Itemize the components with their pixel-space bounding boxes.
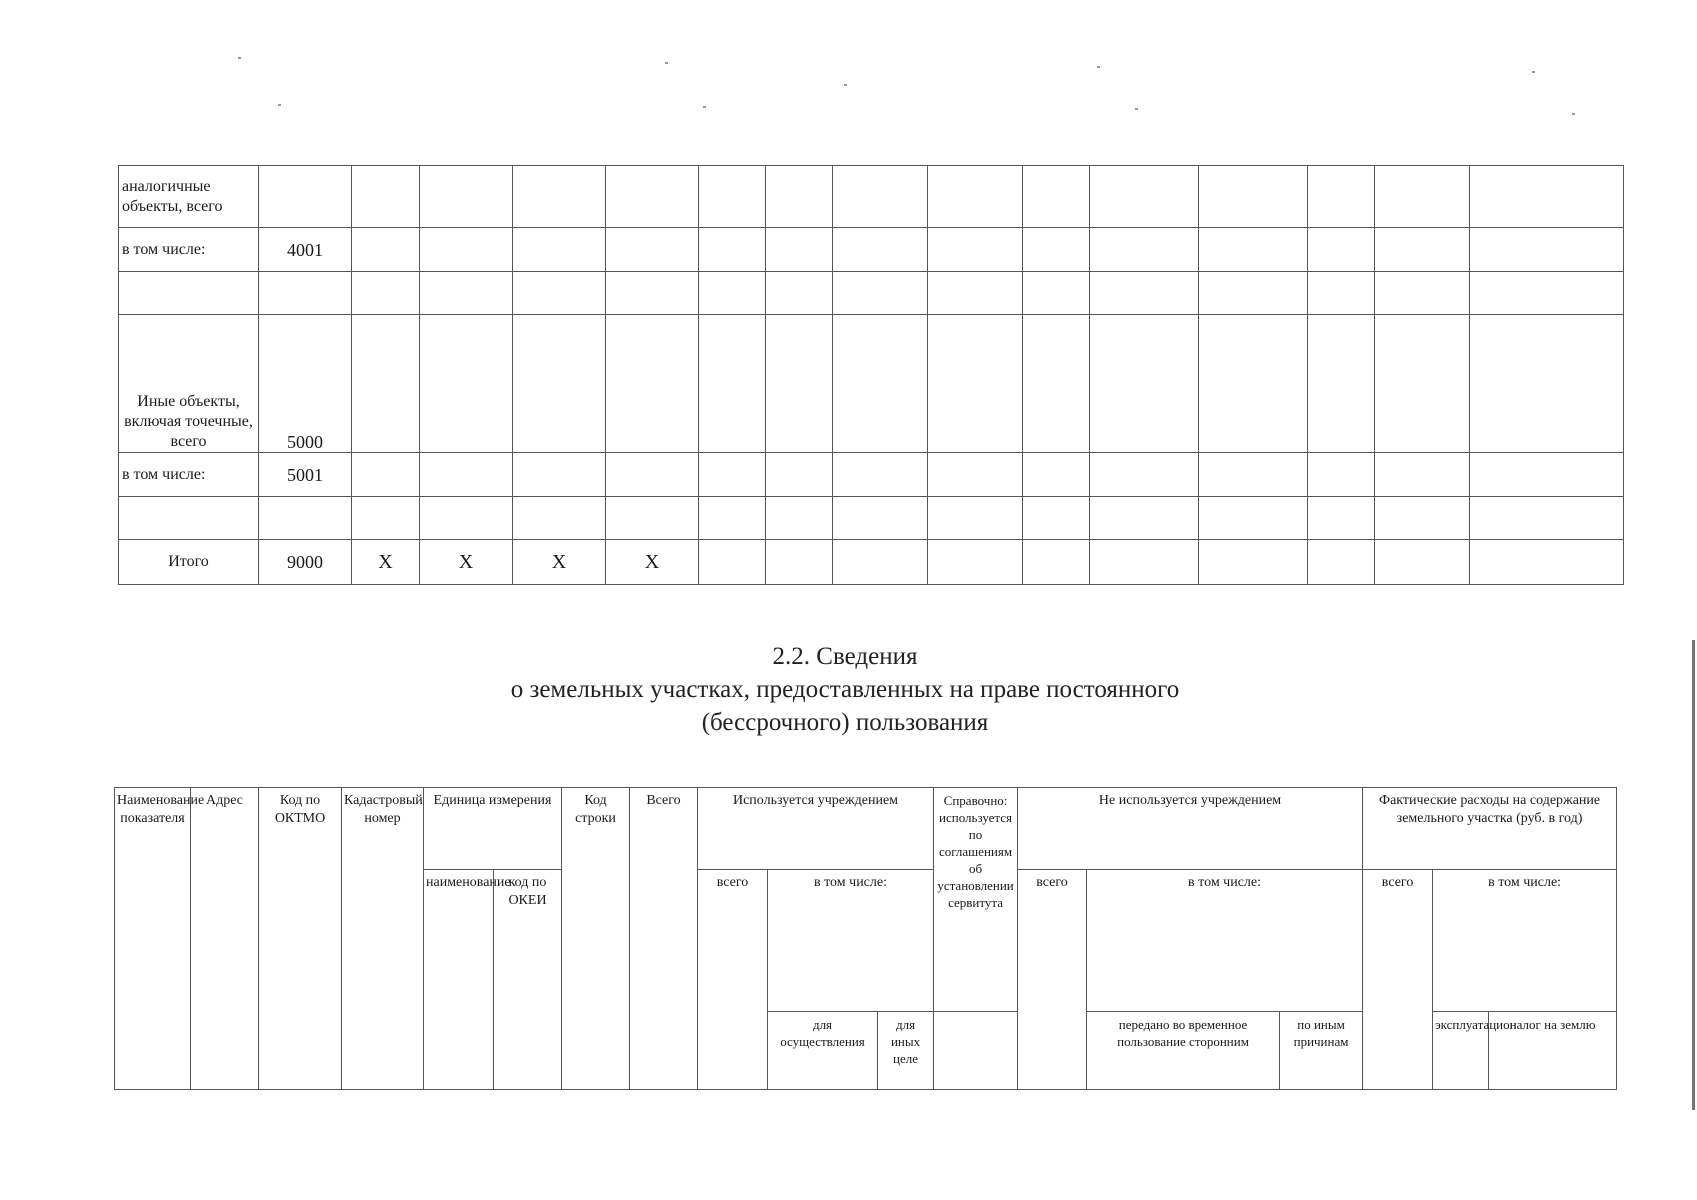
- row-value-cell: [420, 453, 513, 497]
- row-empty-cell: [699, 166, 766, 228]
- row-value-cell: [513, 315, 606, 453]
- header-used-total: всего: [698, 870, 768, 1090]
- top-table-row: [119, 315, 1624, 453]
- row-value-cell: [513, 497, 606, 540]
- header-used-activity: для осуществления: [768, 1012, 878, 1090]
- header-reference-empty: [934, 1012, 1018, 1090]
- top-table-row: [119, 497, 1624, 540]
- top-table-row: [119, 166, 1624, 228]
- row-empty-cell: [1199, 453, 1308, 497]
- row-value-cell: [352, 272, 420, 315]
- row-value-cell: X: [352, 540, 420, 585]
- row-empty-cell: [1470, 272, 1624, 315]
- row-empty-cell: [1090, 315, 1199, 453]
- heading-line-1: 2.2. Сведения: [772, 643, 918, 670]
- section-heading: [400, 640, 1290, 739]
- row-empty-cell: [1023, 272, 1090, 315]
- scan-edge-line: [1692, 640, 1695, 1110]
- row-empty-cell: [1375, 497, 1470, 540]
- header-total: Всего: [630, 788, 698, 1090]
- scan-speck: [665, 62, 668, 64]
- row-empty-cell: [833, 540, 928, 585]
- row-value-cell: [513, 453, 606, 497]
- row-value-cell: [513, 166, 606, 228]
- header-costs: Фактические расходы на содержание земельного участка (руб. в год): [1363, 788, 1617, 870]
- row-empty-cell: [1308, 315, 1375, 453]
- header-unit-name: наименование: [424, 870, 494, 1090]
- header-notused-incl: в том числе:: [1087, 870, 1363, 1012]
- header-costs-exploit: эксплуатацион: [1433, 1012, 1489, 1090]
- row-empty-cell: [1375, 315, 1470, 453]
- row-empty-cell: [1023, 453, 1090, 497]
- row-empty-cell: [833, 228, 928, 272]
- row-empty-cell: [1090, 228, 1199, 272]
- header-unit: Единица измерения: [424, 788, 562, 870]
- row-value-cell: X: [420, 540, 513, 585]
- row-empty-cell: [1023, 315, 1090, 453]
- row-value-cell: [606, 228, 699, 272]
- row-name-cell: Иные объекты, включая точечные, всего: [119, 315, 259, 453]
- row-empty-cell: [766, 497, 833, 540]
- header-notused-total: всего: [1018, 870, 1087, 1090]
- scan-speck: [1135, 108, 1138, 110]
- row-empty-cell: [766, 315, 833, 453]
- row-empty-cell: [766, 166, 833, 228]
- row-empty-cell: [1375, 540, 1470, 585]
- row-value-cell: [606, 453, 699, 497]
- row-empty-cell: [928, 272, 1023, 315]
- row-empty-cell: [766, 272, 833, 315]
- top-table-row: [119, 540, 1624, 585]
- row-empty-cell: [1308, 166, 1375, 228]
- row-empty-cell: [699, 540, 766, 585]
- header-not-used: Не используется учреждением: [1018, 788, 1363, 870]
- row-name-cell: в том числе:: [119, 228, 259, 272]
- row-code-cell: 9000: [259, 540, 352, 585]
- row-empty-cell: [1375, 272, 1470, 315]
- row-empty-cell: [1090, 453, 1199, 497]
- scan-speck: [278, 104, 281, 106]
- row-value-cell: [606, 166, 699, 228]
- row-empty-cell: [1308, 497, 1375, 540]
- row-empty-cell: [699, 453, 766, 497]
- row-code-cell: 4001: [259, 228, 352, 272]
- row-empty-cell: [1090, 497, 1199, 540]
- row-empty-cell: [928, 453, 1023, 497]
- header-used: Используется учреждением: [698, 788, 934, 870]
- row-empty-cell: [766, 228, 833, 272]
- row-empty-cell: [1470, 166, 1624, 228]
- scan-speck: [1532, 71, 1535, 73]
- row-value-cell: [606, 497, 699, 540]
- header-costs-tax: налог на землю: [1489, 1012, 1617, 1090]
- top-table-row: [119, 272, 1624, 315]
- row-value-cell: X: [513, 540, 606, 585]
- row-empty-cell: [1308, 228, 1375, 272]
- row-value-cell: [352, 315, 420, 453]
- row-empty-cell: [1308, 540, 1375, 585]
- row-empty-cell: [1199, 272, 1308, 315]
- row-empty-cell: [928, 228, 1023, 272]
- scan-speck: [1572, 113, 1575, 115]
- row-value-cell: [352, 453, 420, 497]
- row-code-cell: [259, 497, 352, 540]
- row-empty-cell: [1199, 166, 1308, 228]
- row-name-cell: Итого: [119, 540, 259, 585]
- header-notused-other: по иным причинам: [1280, 1012, 1363, 1090]
- row-empty-cell: [1375, 166, 1470, 228]
- heading-line-2: о земельных участках, предоставленных на праве постоянного: [510, 676, 1180, 703]
- row-empty-cell: [1023, 228, 1090, 272]
- row-empty-cell: [1308, 453, 1375, 497]
- header-line-code: Код строки: [562, 788, 630, 1090]
- top-table-row: [119, 228, 1624, 272]
- header-costs-incl: в том числе:: [1433, 870, 1617, 1012]
- scan-speck: [238, 57, 241, 59]
- row-empty-cell: [833, 315, 928, 453]
- header-costs-total: всего: [1363, 870, 1433, 1090]
- row-empty-cell: [1308, 272, 1375, 315]
- row-value-cell: [420, 272, 513, 315]
- row-code-cell: 5001: [259, 453, 352, 497]
- row-empty-cell: [1023, 540, 1090, 585]
- row-value-cell: X: [606, 540, 699, 585]
- scan-speck: [703, 106, 706, 108]
- row-value-cell: [513, 272, 606, 315]
- row-empty-cell: [1023, 497, 1090, 540]
- header-address: Адрес: [191, 788, 259, 1090]
- row-empty-cell: [928, 315, 1023, 453]
- row-value-cell: [420, 228, 513, 272]
- row-name-cell: в том числе:: [119, 453, 259, 497]
- row-name-cell: [119, 497, 259, 540]
- row-value-cell: [513, 228, 606, 272]
- row-empty-cell: [1470, 228, 1624, 272]
- top-table-row: [119, 453, 1624, 497]
- row-name-cell: аналогичные объекты, всего: [119, 166, 259, 228]
- header-oktmo: Код по ОКТМО: [259, 788, 342, 1090]
- row-code-cell: 5000: [259, 315, 352, 453]
- row-empty-cell: [1199, 497, 1308, 540]
- scan-speck: [844, 84, 847, 86]
- row-value-cell: [420, 315, 513, 453]
- header-notused-temp: передано во временное пользование сторонним: [1087, 1012, 1280, 1090]
- header-cadastral: Кадастровый номер: [342, 788, 424, 1090]
- row-empty-cell: [928, 166, 1023, 228]
- row-empty-cell: [833, 497, 928, 540]
- row-empty-cell: [1090, 540, 1199, 585]
- row-value-cell: [352, 228, 420, 272]
- row-code-cell: [259, 166, 352, 228]
- scan-speck: [1097, 66, 1100, 68]
- row-empty-cell: [928, 540, 1023, 585]
- row-value-cell: [352, 497, 420, 540]
- row-empty-cell: [699, 272, 766, 315]
- heading-line-3: (бессрочного) пользования: [701, 709, 989, 736]
- header-used-incl: в том числе:: [768, 870, 934, 1012]
- header-reference: Справочно: используется по соглашениям об установлении сервитута: [934, 788, 1018, 1012]
- row-name-cell: [119, 272, 259, 315]
- row-empty-cell: [1090, 272, 1199, 315]
- header-unit-okei: код по ОКЕИ: [494, 870, 562, 1090]
- row-value-cell: [606, 272, 699, 315]
- row-empty-cell: [1375, 453, 1470, 497]
- row-empty-cell: [699, 497, 766, 540]
- row-empty-cell: [766, 453, 833, 497]
- row-empty-cell: [1090, 166, 1199, 228]
- land-plots-table: [114, 787, 1617, 1090]
- row-empty-cell: [1199, 228, 1308, 272]
- top-table: [118, 165, 1624, 585]
- row-empty-cell: [699, 315, 766, 453]
- row-value-cell: [606, 315, 699, 453]
- row-value-cell: [420, 166, 513, 228]
- row-empty-cell: [1199, 315, 1308, 453]
- header-used-other: для иных целе: [878, 1012, 934, 1090]
- row-empty-cell: [928, 497, 1023, 540]
- row-value-cell: [352, 166, 420, 228]
- row-empty-cell: [766, 540, 833, 585]
- row-empty-cell: [833, 272, 928, 315]
- row-empty-cell: [1023, 166, 1090, 228]
- header-name: Наименование показателя: [115, 788, 191, 1090]
- row-empty-cell: [1470, 497, 1624, 540]
- row-empty-cell: [1375, 228, 1470, 272]
- row-empty-cell: [1199, 540, 1308, 585]
- row-empty-cell: [833, 166, 928, 228]
- row-code-cell: [259, 272, 352, 315]
- row-empty-cell: [833, 453, 928, 497]
- row-empty-cell: [1470, 453, 1624, 497]
- row-empty-cell: [1470, 315, 1624, 453]
- row-empty-cell: [1470, 540, 1624, 585]
- row-value-cell: [420, 497, 513, 540]
- row-empty-cell: [699, 228, 766, 272]
